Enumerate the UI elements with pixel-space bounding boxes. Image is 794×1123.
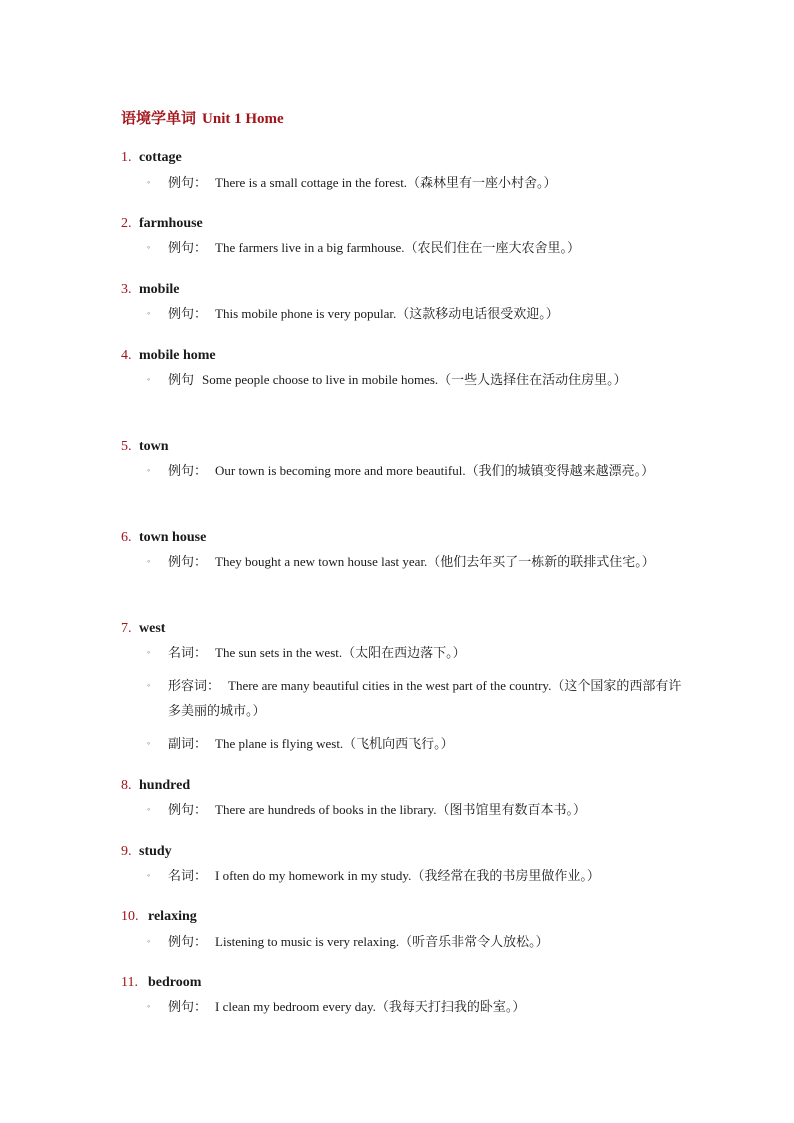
- vocab-word-line: [121, 975, 201, 991]
- item-number: 1.: [121, 150, 132, 165]
- item-number: 4.: [121, 348, 132, 363]
- item-number: 9.: [121, 844, 132, 859]
- bullet-icon: ◦: [147, 308, 151, 318]
- bullet-icon: ◦: [147, 177, 151, 187]
- vocab-word: west: [139, 621, 166, 636]
- vocab-word: farmhouse: [139, 216, 203, 231]
- example-sentence: [147, 301, 683, 326]
- example-text: The plane is flying west.（飞机向西飞行。）: [215, 736, 454, 751]
- vocab-word-line: [121, 909, 197, 925]
- bullet-icon: ◦: [147, 804, 151, 814]
- vocab-word-line: [121, 282, 179, 298]
- bullet-icon: ◦: [147, 556, 151, 566]
- example-label: 例句：: [168, 802, 208, 817]
- example-text: There are hundreds of books in the library.（图书馆里有数百本书。）: [215, 802, 587, 817]
- bullet-icon: ◦: [147, 242, 151, 252]
- vocab-word-line: [121, 530, 206, 546]
- example-label: 例句：: [168, 175, 208, 190]
- bullet-icon: ◦: [147, 465, 151, 475]
- item-number: 10.: [121, 909, 139, 924]
- example-label: 例句：: [168, 934, 208, 949]
- item-number: 7.: [121, 621, 132, 636]
- example-text: This mobile phone is very popular.（这款移动电话很受欢迎。）: [215, 306, 559, 321]
- page-title: [121, 107, 284, 128]
- bullet-icon: ◦: [147, 870, 151, 880]
- vocab-word: study: [139, 844, 172, 859]
- example-label: 例句：: [168, 240, 208, 255]
- example-label: 名词：: [168, 868, 208, 883]
- example-sentence: [147, 170, 683, 195]
- example-sentence: [147, 367, 683, 392]
- vocab-word-line: [121, 844, 172, 860]
- example-text: The sun sets in the west.（太阳在西边落下。）: [215, 645, 466, 660]
- example-text: Some people choose to live in mobile homes.（一些人选择住在活动住房里。）: [202, 372, 627, 387]
- vocab-word-line: [121, 439, 169, 455]
- item-number: 3.: [121, 282, 132, 297]
- vocab-word: hundred: [139, 778, 191, 793]
- example-sentence: [147, 731, 683, 756]
- vocab-word: cottage: [139, 150, 182, 165]
- example-text: I often do my homework in my study.（我经常在我的书房里做作业。）: [215, 868, 600, 883]
- example-text: Listening to music is very relaxing.（听音乐非常令人放松。）: [215, 934, 549, 949]
- example-label: 副词：: [168, 736, 208, 751]
- bullet-icon: ◦: [147, 1001, 151, 1011]
- vocab-word-line: [121, 621, 165, 637]
- vocab-word: relaxing: [148, 909, 197, 924]
- example-label: 名词：: [168, 645, 208, 660]
- example-sentence: [147, 549, 683, 574]
- vocab-word: bedroom: [148, 975, 202, 990]
- example-text: They bought a new town house last year.（他们去年买了一栋新的联排式住宅。）: [215, 554, 655, 569]
- vocab-word-line: [121, 348, 216, 364]
- title-en: Unit 1 Home: [202, 111, 284, 127]
- vocab-word: town house: [139, 530, 207, 545]
- item-number: 11.: [121, 975, 138, 990]
- vocab-word: town: [139, 439, 169, 454]
- example-sentence: [147, 797, 683, 822]
- example-label: 例句：: [168, 463, 208, 478]
- vocab-word-line: [121, 216, 203, 232]
- example-sentence: [147, 929, 683, 954]
- item-number: 8.: [121, 778, 132, 793]
- vocab-word-line: [121, 150, 182, 166]
- example-label: 例句：: [168, 999, 208, 1014]
- title-cn: 语境学单词: [121, 111, 197, 127]
- example-text: There is a small cottage in the forest.（森林里有一座小村舍。）: [215, 175, 557, 190]
- bullet-icon: ◦: [147, 647, 151, 657]
- example-sentence: [147, 863, 683, 888]
- example-label: 例句：: [168, 554, 208, 569]
- example-sentence: [147, 235, 683, 260]
- bullet-icon: ◦: [147, 738, 151, 748]
- example-text: Our town is becoming more and more beautiful.（我们的城镇变得越来越漂亮。）: [215, 463, 655, 478]
- example-sentence: [147, 458, 683, 483]
- example-label: 例句: [168, 372, 195, 387]
- bullet-icon: ◦: [147, 936, 151, 946]
- example-label: 例句：: [168, 306, 208, 321]
- item-number: 5.: [121, 439, 132, 454]
- example-text: There are many beautiful cities in the west part of the country.（这个国家的西部有许多美丽的城市。）: [168, 678, 682, 718]
- example-sentence: [147, 994, 683, 1019]
- example-text: I clean my bedroom every day.（我每天打扫我的卧室。）: [215, 999, 526, 1014]
- example-text: The farmers live in a big farmhouse.（农民们住在一座大农舍里。）: [215, 240, 581, 255]
- example-label: 形容词：: [168, 678, 221, 693]
- example-sentence: [147, 673, 683, 723]
- item-number: 6.: [121, 530, 132, 545]
- bullet-icon: ◦: [147, 680, 151, 690]
- vocab-word: mobile: [139, 282, 180, 297]
- example-sentence: [147, 640, 683, 665]
- vocab-word-line: [121, 778, 190, 794]
- bullet-icon: ◦: [147, 374, 151, 384]
- vocab-word: mobile home: [139, 348, 216, 363]
- item-number: 2.: [121, 216, 132, 231]
